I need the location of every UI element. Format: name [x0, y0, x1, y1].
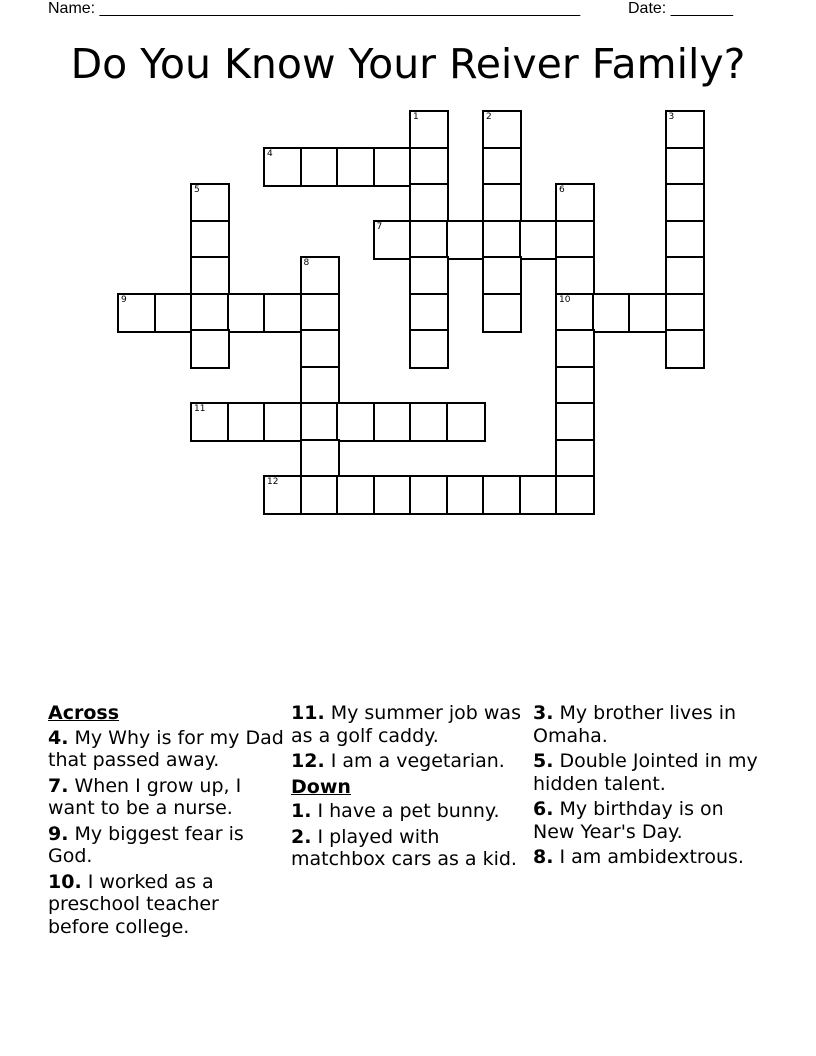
grid-cell[interactable]	[373, 147, 413, 187]
grid-cell[interactable]	[263, 293, 303, 333]
grid-cell[interactable]	[482, 256, 522, 296]
grid-cell[interactable]	[117, 293, 157, 333]
clues-column-2	[291, 702, 527, 874]
grid-cell[interactable]	[336, 147, 376, 187]
grid-cell[interactable]	[555, 256, 595, 296]
clue-number: 1	[413, 112, 419, 122]
grid-cell[interactable]	[300, 402, 340, 442]
grid-cell[interactable]	[555, 366, 595, 406]
clue-number: 10	[559, 294, 571, 305]
grid-cell[interactable]	[409, 329, 449, 369]
grid-cell[interactable]	[263, 475, 303, 515]
grid-cell[interactable]	[154, 293, 194, 333]
grid-cell[interactable]	[263, 147, 303, 187]
grid-cell[interactable]	[373, 220, 413, 260]
grid-cell[interactable]	[665, 220, 705, 260]
grid-cell[interactable]	[190, 402, 230, 442]
clue-down-6: 6. My birthday is on New Year's Day.	[533, 798, 724, 843]
grid-cell[interactable]	[336, 475, 376, 515]
grid-cell[interactable]	[227, 293, 267, 333]
clue-number: 3	[668, 112, 675, 122]
clue-down-5: 5. Double Jointed in my hidden talent.	[533, 750, 758, 795]
clue-across-7: 7. When I grow up, I want to be a nurse.	[48, 774, 242, 819]
clue-number: 4	[267, 148, 273, 159]
grid-cell[interactable]	[263, 402, 303, 442]
grid-cell[interactable]	[665, 293, 705, 333]
clue-down-8: 8. I am ambidextrous.	[533, 846, 744, 868]
clue-down-1: 1. I have a pet bunny.	[291, 800, 500, 822]
clue-across-4: 4. My Why is for my Dad that passed away.	[48, 726, 284, 771]
grid-cell[interactable]	[300, 475, 340, 515]
down-heading: Down	[291, 775, 351, 798]
clue-number: 12	[267, 477, 279, 487]
across-heading: Across	[48, 702, 120, 724]
grid-cell[interactable]	[665, 147, 705, 187]
grid-cell[interactable]	[300, 439, 340, 479]
grid-cell[interactable]	[190, 293, 230, 333]
clue-number: 11	[194, 404, 206, 414]
grid-cell[interactable]	[519, 220, 559, 260]
clue-number: 5	[194, 185, 200, 195]
grid-cell[interactable]	[446, 402, 486, 442]
clues-column-1	[48, 702, 284, 941]
date-field[interactable]: Date: _______	[628, 0, 733, 17]
clue-number: 7	[376, 221, 383, 232]
grid-cell[interactable]	[446, 475, 486, 515]
grid-cell[interactable]	[190, 256, 230, 296]
grid-cell[interactable]	[519, 475, 559, 515]
clue-across-11: 11. My summer job was as a golf caddy.	[291, 702, 521, 747]
grid-cell[interactable]	[300, 329, 340, 369]
grid-cell[interactable]	[665, 256, 705, 296]
grid-cell[interactable]	[592, 293, 632, 333]
page-title: Do You Know Your Reiver Family?	[70, 40, 746, 88]
grid-cell[interactable]	[227, 402, 267, 442]
grid-cell[interactable]	[555, 183, 595, 223]
grid-cell[interactable]	[409, 293, 449, 333]
grid-cell[interactable]	[482, 183, 522, 223]
grid-cell[interactable]	[300, 147, 340, 187]
grid-cell[interactable]	[482, 293, 522, 333]
grid-cell[interactable]	[555, 402, 595, 442]
clue-across-12: 12. I am a vegetarian.	[291, 750, 505, 772]
grid-cell[interactable]	[555, 329, 595, 369]
grid-cell[interactable]	[373, 475, 413, 515]
clue-across-9: 9. My biggest fear is God.	[48, 822, 244, 867]
grid-cell[interactable]	[482, 475, 522, 515]
grid-cell[interactable]	[190, 220, 230, 260]
grid-cell[interactable]	[482, 110, 522, 150]
grid-cell[interactable]	[409, 402, 449, 442]
grid-cell[interactable]	[628, 293, 668, 333]
grid-cell[interactable]	[555, 439, 595, 479]
grid-cell[interactable]	[300, 366, 340, 406]
grid-cell[interactable]	[446, 220, 486, 260]
grid-cell[interactable]	[555, 293, 595, 333]
clue-number: 2	[486, 112, 492, 122]
grid-cell[interactable]	[665, 183, 705, 223]
clue-across-10: 10. I worked as a preschool teacher before college.	[48, 870, 219, 938]
clues-column-3	[533, 702, 769, 872]
clue-number: 6	[559, 185, 565, 195]
grid-cell[interactable]	[482, 220, 522, 260]
grid-cell[interactable]	[409, 220, 449, 260]
grid-cell[interactable]	[665, 110, 705, 150]
grid-cell[interactable]	[555, 220, 595, 260]
clue-down-3: 3. My brother lives in Omaha.	[533, 702, 737, 747]
clue-number: 8	[303, 258, 310, 268]
grid-cell[interactable]	[300, 293, 340, 333]
clue-down-2: 2. I played with matchbox cars as a kid.	[291, 825, 517, 870]
grid-cell[interactable]	[373, 402, 413, 442]
grid-cell[interactable]	[409, 256, 449, 296]
grid-cell[interactable]	[409, 475, 449, 515]
grid-cell[interactable]	[190, 183, 230, 223]
grid-cell[interactable]	[482, 147, 522, 187]
grid-cell[interactable]	[409, 110, 449, 150]
grid-cell[interactable]	[409, 147, 449, 187]
grid-cell[interactable]	[190, 329, 230, 369]
clue-number: 9	[121, 294, 127, 305]
grid-cell[interactable]	[665, 329, 705, 369]
grid-cell[interactable]	[555, 475, 595, 515]
name-field[interactable]: Name: ______________________________________________________	[48, 0, 581, 17]
grid-cell[interactable]	[336, 402, 376, 442]
grid-cell[interactable]	[300, 256, 340, 296]
grid-cell[interactable]	[409, 183, 449, 223]
